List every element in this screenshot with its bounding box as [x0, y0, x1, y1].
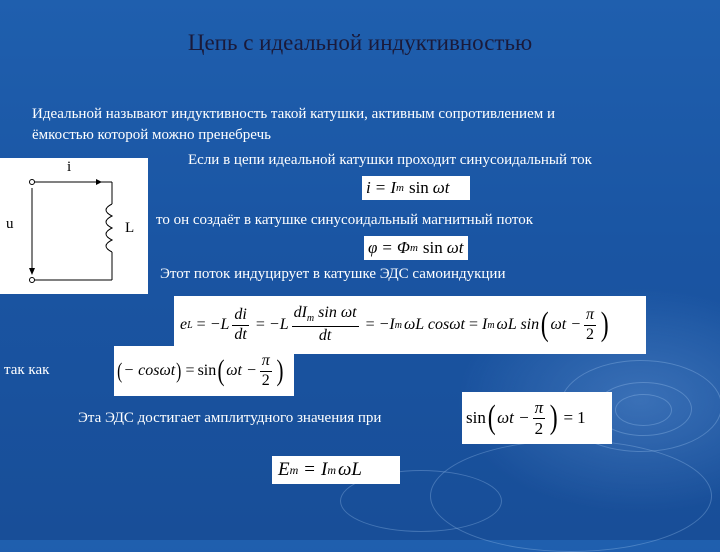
formula-current-arg: ωt: [432, 178, 450, 197]
text-sinusoidal-current: Если в цепи идеальной катушки проходит синусоидальный ток: [188, 152, 592, 168]
emf-term4-rest: ωL sin: [496, 316, 540, 333]
amplitude-eq: =: [304, 459, 315, 480]
emf-term4: I: [481, 316, 488, 333]
inductor-label: L: [125, 220, 135, 236]
condition-eq: =: [563, 408, 574, 427]
inductor-coil: [106, 204, 112, 252]
emf-eq-2: =: [255, 316, 265, 333]
terminal-top: [30, 180, 35, 185]
identity-eq: =: [185, 362, 195, 379]
emf-paren-close: ): [600, 306, 609, 343]
emf-arg-left: ωt −: [550, 316, 581, 333]
emf-term2-coef: −L: [268, 316, 289, 333]
condition-paren-open: (: [487, 399, 496, 436]
emf-fraction-pi-2: [584, 307, 596, 344]
emf-term3: −I: [378, 316, 395, 333]
circuit-diagram: [0, 158, 148, 294]
identity-pi: π: [260, 353, 272, 372]
formula-current-amp: I: [390, 178, 396, 197]
identity-paren-close: ): [176, 358, 182, 383]
amplitude-rhs-rest: ωL: [338, 459, 362, 480]
emf-term1-num: di: [232, 307, 248, 326]
identity-paren-open: (: [117, 358, 123, 383]
identity-paren2-close: ): [276, 354, 284, 387]
text-amplitude-condition: Эта ЭДС достигает амплитудного значения при: [78, 410, 382, 426]
intro-line-2: ёмкостью которой можно пренебречь: [32, 127, 271, 143]
emf-lhs: e: [180, 316, 188, 333]
emf-eq-3: =: [365, 316, 375, 333]
condition-rhs: 1: [577, 408, 586, 427]
formula-current-sub: m: [396, 182, 404, 194]
emf-fraction-dim: [292, 305, 359, 344]
amplitude-rhs-sub: m: [327, 462, 336, 477]
slide-title: Цепь с идеальной индуктивностью: [187, 30, 533, 55]
current-arrow-head: [96, 179, 102, 185]
emf-eq-1: =: [196, 316, 206, 333]
identity-fn: sin: [197, 362, 217, 379]
formula-flux-arg: ωt: [446, 238, 464, 257]
emf-fraction-di-dt: [232, 307, 248, 344]
formula-flux-lhs: φ: [368, 238, 378, 257]
formula-current-eq: =: [375, 178, 386, 197]
condition-two: 2: [534, 418, 544, 438]
emf-term2-num-sub: m: [306, 313, 315, 325]
emf-term2-num-rest: sin ωt: [318, 304, 357, 322]
identity-left: − cosωt: [123, 362, 176, 379]
formula-current-lhs: i: [366, 178, 371, 197]
voltage-arrow-head: [29, 268, 35, 275]
identity-fraction-pi-2: [260, 353, 272, 390]
voltage-label: u: [6, 216, 14, 232]
condition-pi: π: [534, 397, 544, 417]
terminal-bottom: [30, 278, 35, 283]
condition-arg-left: ωt −: [497, 408, 530, 427]
formula-current: [362, 176, 470, 200]
formula-amplitude: [272, 456, 400, 484]
emf-term3-rest: ωL cosωt: [403, 316, 465, 333]
formula-flux: [364, 236, 468, 260]
identity-paren2-open: (: [217, 354, 225, 387]
emf-term4-sub: m: [487, 319, 495, 331]
amplitude-rhs: I: [321, 459, 328, 480]
condition-fraction-pi-2: [533, 399, 546, 438]
formula-flux-sub: m: [409, 242, 418, 254]
identity-two: 2: [261, 371, 270, 389]
emf-eq-4: =: [468, 316, 478, 333]
emf-term1-coef: −L: [209, 316, 230, 333]
condition-paren-close: ): [549, 399, 558, 436]
emf-pi: π: [584, 307, 596, 326]
text-magnetic-flux: то он создаёт в катушке синусоидальный магнитный поток: [156, 212, 534, 228]
emf-paren-open: (: [540, 306, 549, 343]
text-self-induction-emf: Этот поток индуцирует в катушке ЭДС самоиндукции: [160, 266, 506, 282]
background-ripple: [615, 394, 672, 426]
intro-line-1: Идеальной называют индуктивность такой катушки, активным сопротивлением и: [32, 106, 556, 122]
formula-identity: [114, 346, 294, 396]
current-label: i: [67, 159, 72, 175]
emf-two: 2: [586, 325, 594, 343]
amplitude-lhs-sub: m: [289, 462, 299, 477]
emf-term2-den: dt: [318, 326, 332, 344]
emf-term3-sub: m: [394, 319, 402, 331]
amplitude-lhs: E: [278, 459, 290, 480]
formula-flux-fn: sin: [422, 238, 443, 257]
formula-condition: [462, 392, 612, 444]
formula-current-fn: sin: [408, 178, 429, 197]
text-since: так как: [4, 362, 50, 378]
identity-arg-left: ωt −: [226, 362, 257, 379]
condition-fn: sin: [466, 408, 486, 427]
formula-flux-amp: Φ: [397, 238, 410, 257]
formula-flux-eq: =: [382, 238, 392, 257]
emf-term2-num: dI: [293, 304, 307, 322]
emf-lhs-sub: L: [187, 319, 193, 331]
emf-term1-den: dt: [234, 325, 247, 343]
